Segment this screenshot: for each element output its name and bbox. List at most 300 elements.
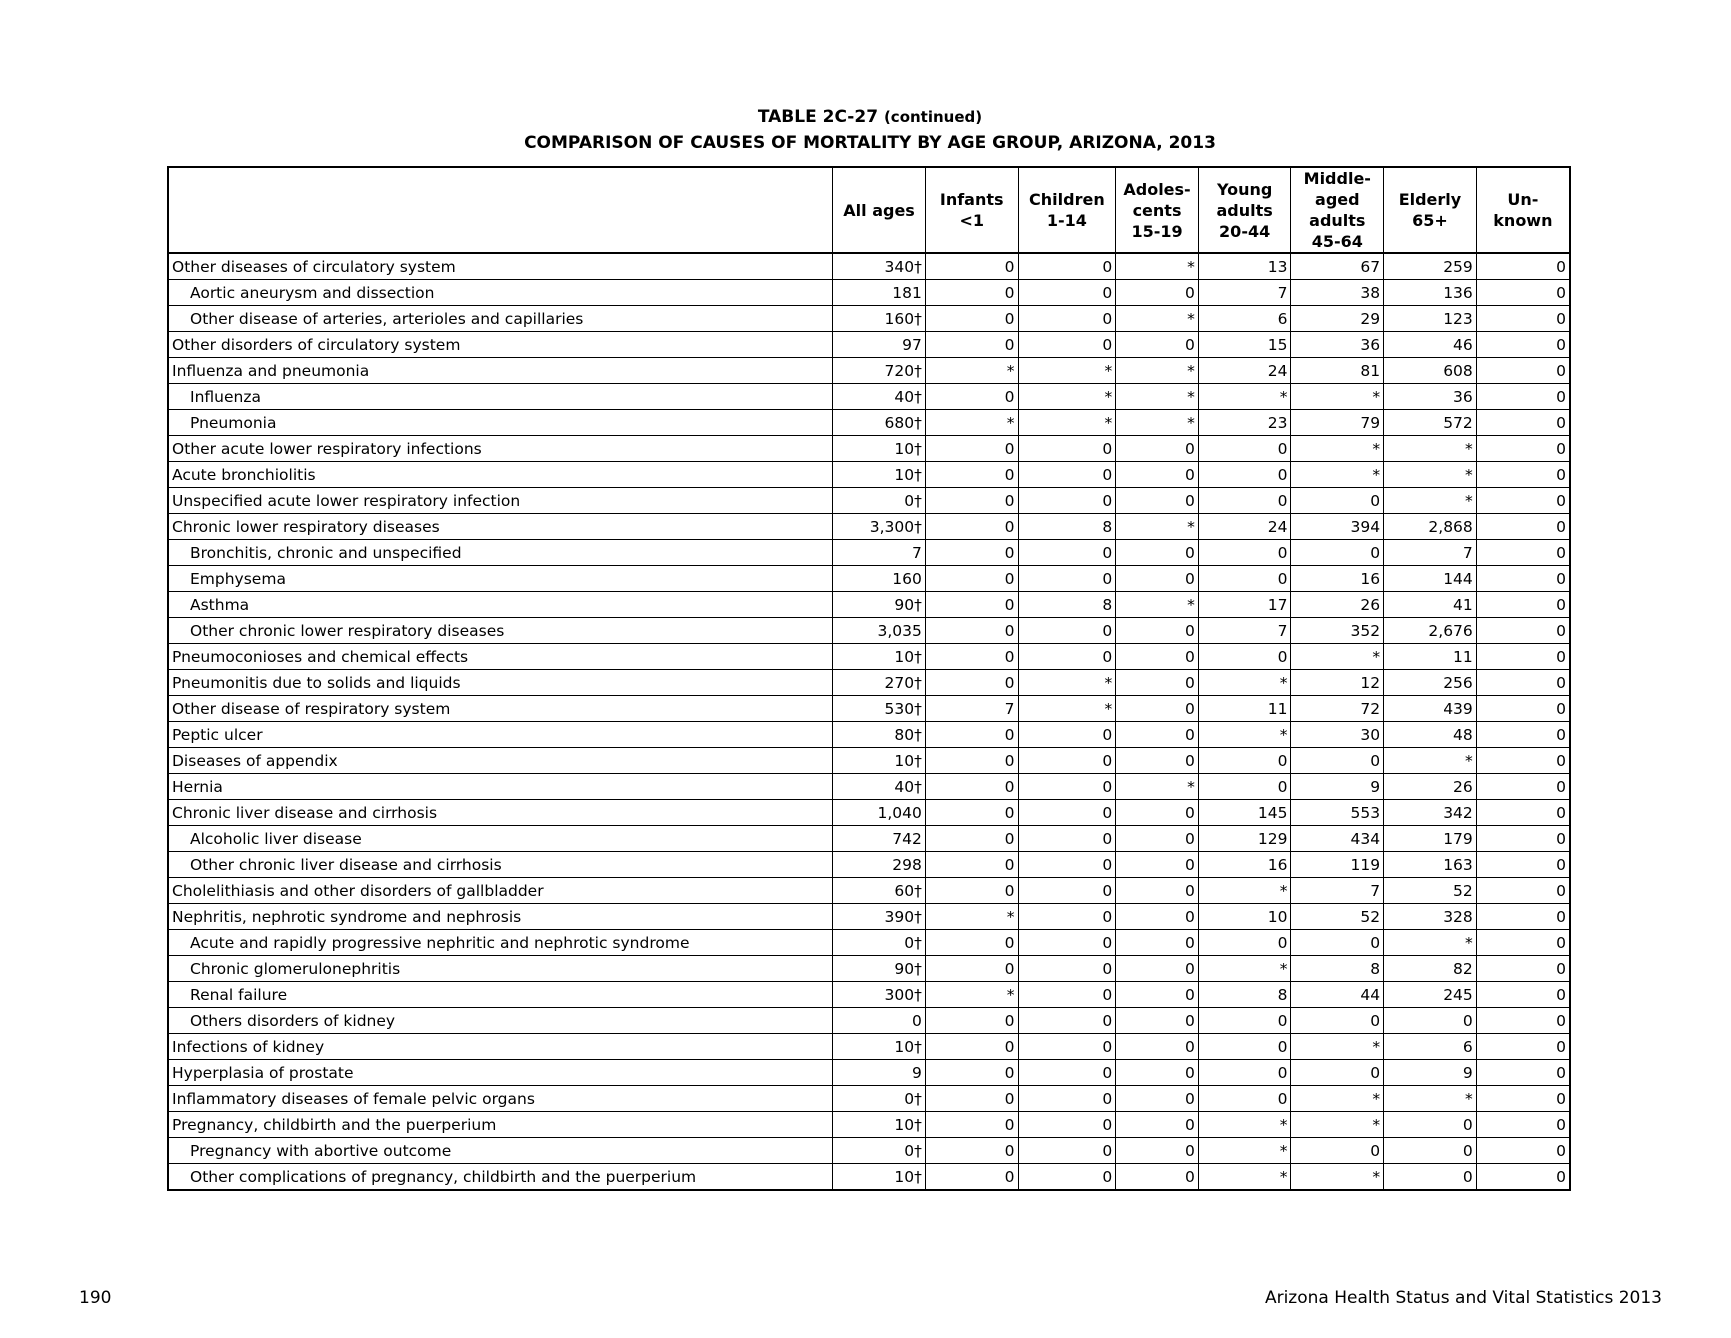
- value-cell: 0: [1476, 540, 1570, 566]
- value-cell: 10†: [833, 644, 926, 670]
- value-cell: 17: [1198, 592, 1291, 618]
- table-row: [168, 1086, 1570, 1112]
- cause-label: Other disease of respiratory system: [168, 696, 833, 722]
- value-cell: 10†: [833, 748, 926, 774]
- value-cell: 1,040: [833, 800, 926, 826]
- cause-label: Acute bronchiolitis: [168, 462, 833, 488]
- table-row: [168, 774, 1570, 800]
- value-cell: 720†: [833, 358, 926, 384]
- table-row: [168, 358, 1570, 384]
- header-cause-blank: [168, 167, 833, 253]
- table-row: [168, 592, 1570, 618]
- value-cell: 10†: [833, 462, 926, 488]
- value-cell: 80†: [833, 722, 926, 748]
- value-cell: 0: [1018, 332, 1116, 358]
- value-cell: 79: [1291, 410, 1384, 436]
- value-cell: 0: [925, 930, 1018, 956]
- value-cell: *: [1116, 253, 1199, 280]
- value-cell: 0: [1198, 774, 1291, 800]
- value-cell: 10†: [833, 1034, 926, 1060]
- value-cell: 0: [1018, 280, 1116, 306]
- value-cell: 0: [1476, 644, 1570, 670]
- value-cell: 0: [1116, 748, 1199, 774]
- value-cell: 0†: [833, 1138, 926, 1164]
- value-cell: 0: [1018, 1034, 1116, 1060]
- value-cell: 0: [925, 1164, 1018, 1191]
- cause-label: Bronchitis, chronic and unspecified: [168, 540, 833, 566]
- page-number: 190: [79, 1288, 112, 1308]
- value-cell: 0: [1291, 1008, 1384, 1034]
- value-cell: 0: [1116, 930, 1199, 956]
- value-cell: *: [1384, 930, 1477, 956]
- value-cell: *: [1384, 462, 1477, 488]
- value-cell: 72: [1291, 696, 1384, 722]
- value-cell: 0: [1476, 1112, 1570, 1138]
- value-cell: 0: [1018, 1112, 1116, 1138]
- cause-label: Pneumonitis due to solids and liquids: [168, 670, 833, 696]
- cause-label: Pneumonia: [168, 410, 833, 436]
- value-cell: 0: [925, 852, 1018, 878]
- value-cell: 0: [1476, 384, 1570, 410]
- cause-label: Other acute lower respiratory infections: [168, 436, 833, 462]
- table-row: [168, 696, 1570, 722]
- value-cell: *: [925, 904, 1018, 930]
- value-cell: 0: [1018, 540, 1116, 566]
- value-cell: 0: [1018, 800, 1116, 826]
- column-header-line: Elderly: [1398, 190, 1462, 209]
- table-row: [168, 384, 1570, 410]
- value-cell: 0: [1018, 644, 1116, 670]
- value-cell: 13: [1198, 253, 1291, 280]
- value-cell: 0: [1018, 956, 1116, 982]
- value-cell: 0: [1116, 1034, 1199, 1060]
- value-cell: 0: [1476, 852, 1570, 878]
- cause-label: Infections of kidney: [168, 1034, 833, 1060]
- value-cell: *: [1018, 358, 1116, 384]
- value-cell: 0: [1116, 852, 1199, 878]
- value-cell: 67: [1291, 253, 1384, 280]
- value-cell: *: [1384, 488, 1477, 514]
- cause-label: Other diseases of circulatory system: [168, 253, 833, 280]
- value-cell: 0: [1018, 618, 1116, 644]
- value-cell: 15: [1198, 332, 1291, 358]
- value-cell: 119: [1291, 852, 1384, 878]
- value-cell: 0: [1476, 410, 1570, 436]
- column-header: [1116, 167, 1199, 253]
- value-cell: 30: [1291, 722, 1384, 748]
- value-cell: 60†: [833, 878, 926, 904]
- cause-label: Other chronic liver disease and cirrhosis: [168, 852, 833, 878]
- value-cell: 0: [925, 956, 1018, 982]
- value-cell: *: [1018, 384, 1116, 410]
- cause-label: Peptic ulcer: [168, 722, 833, 748]
- value-cell: 0: [1018, 930, 1116, 956]
- value-cell: 52: [1384, 878, 1477, 904]
- value-cell: *: [1198, 1112, 1291, 1138]
- value-cell: 328: [1384, 904, 1477, 930]
- value-cell: 0: [1018, 774, 1116, 800]
- value-cell: 0: [1116, 696, 1199, 722]
- table-row: [168, 930, 1570, 956]
- cause-label: Aortic aneurysm and dissection: [168, 280, 833, 306]
- value-cell: *: [1291, 436, 1384, 462]
- cause-label: Asthma: [168, 592, 833, 618]
- value-cell: 48: [1384, 722, 1477, 748]
- value-cell: 0: [1018, 852, 1116, 878]
- value-cell: 8: [1291, 956, 1384, 982]
- value-cell: 0: [1291, 930, 1384, 956]
- value-cell: 0: [1291, 540, 1384, 566]
- value-cell: 530†: [833, 696, 926, 722]
- value-cell: *: [925, 410, 1018, 436]
- value-cell: *: [1018, 670, 1116, 696]
- cause-label: Nephritis, nephrotic syndrome and nephrosis: [168, 904, 833, 930]
- value-cell: 608: [1384, 358, 1477, 384]
- value-cell: 0: [925, 540, 1018, 566]
- value-cell: 0: [1476, 800, 1570, 826]
- value-cell: 144: [1384, 566, 1477, 592]
- table-body: [168, 253, 1570, 1190]
- value-cell: 0: [1018, 748, 1116, 774]
- table-row: [168, 982, 1570, 1008]
- value-cell: 8: [1018, 592, 1116, 618]
- table-row: [168, 514, 1570, 540]
- value-cell: 9: [1291, 774, 1384, 800]
- value-cell: 0: [1116, 1164, 1199, 1191]
- value-cell: 7: [925, 696, 1018, 722]
- value-cell: 0: [1198, 566, 1291, 592]
- value-cell: 46: [1384, 332, 1477, 358]
- cause-label: Cholelithiasis and other disorders of gallbladder: [168, 878, 833, 904]
- value-cell: 0: [925, 436, 1018, 462]
- value-cell: 0: [1018, 462, 1116, 488]
- value-cell: 0: [1018, 1138, 1116, 1164]
- value-cell: 0: [1476, 514, 1570, 540]
- table-row: [168, 852, 1570, 878]
- value-cell: 29: [1291, 306, 1384, 332]
- value-cell: 0: [1116, 1060, 1199, 1086]
- value-cell: 0: [925, 826, 1018, 852]
- value-cell: 0: [1116, 488, 1199, 514]
- table-row: [168, 306, 1570, 332]
- value-cell: 0: [925, 722, 1018, 748]
- value-cell: *: [1116, 774, 1199, 800]
- value-cell: 0: [925, 1034, 1018, 1060]
- value-cell: 0: [1116, 540, 1199, 566]
- value-cell: 0: [925, 332, 1018, 358]
- value-cell: 0: [1198, 1086, 1291, 1112]
- value-cell: 52: [1291, 904, 1384, 930]
- value-cell: 36: [1384, 384, 1477, 410]
- value-cell: 0†: [833, 930, 926, 956]
- value-cell: 0: [925, 748, 1018, 774]
- column-header-line: 45-64: [1311, 232, 1363, 251]
- value-cell: 81: [1291, 358, 1384, 384]
- value-cell: 123: [1384, 306, 1477, 332]
- cause-label: Emphysema: [168, 566, 833, 592]
- value-cell: 0: [1116, 436, 1199, 462]
- value-cell: 0: [1018, 306, 1116, 332]
- value-cell: 0: [1476, 722, 1570, 748]
- table-row: [168, 410, 1570, 436]
- value-cell: 0: [1116, 618, 1199, 644]
- value-cell: 0: [925, 1112, 1018, 1138]
- value-cell: 0†: [833, 488, 926, 514]
- value-cell: 129: [1198, 826, 1291, 852]
- value-cell: 0: [1476, 358, 1570, 384]
- table-row: [168, 1164, 1570, 1191]
- column-header: [925, 167, 1018, 253]
- value-cell: 0: [1116, 722, 1199, 748]
- value-cell: 6: [1198, 306, 1291, 332]
- table-row: [168, 618, 1570, 644]
- value-cell: 245: [1384, 982, 1477, 1008]
- value-cell: 0: [1384, 1164, 1477, 1191]
- table-row: [168, 878, 1570, 904]
- value-cell: 0: [1476, 878, 1570, 904]
- column-header: [1476, 167, 1570, 253]
- value-cell: 0: [1291, 1138, 1384, 1164]
- value-cell: 680†: [833, 410, 926, 436]
- value-cell: 10†: [833, 1164, 926, 1191]
- value-cell: 259: [1384, 253, 1477, 280]
- cause-label: Influenza: [168, 384, 833, 410]
- value-cell: 0: [1476, 904, 1570, 930]
- value-cell: 394: [1291, 514, 1384, 540]
- value-cell: *: [1116, 384, 1199, 410]
- value-cell: 163: [1384, 852, 1477, 878]
- value-cell: 0: [1384, 1112, 1477, 1138]
- column-header-line: adults: [1216, 200, 1273, 220]
- table-row: [168, 644, 1570, 670]
- cause-label: Alcoholic liver disease: [168, 826, 833, 852]
- table-row: [168, 566, 1570, 592]
- value-cell: 0: [1476, 774, 1570, 800]
- value-cell: 0: [1018, 436, 1116, 462]
- table-row: [168, 722, 1570, 748]
- value-cell: 0: [1476, 488, 1570, 514]
- value-cell: 0: [925, 384, 1018, 410]
- value-cell: 11: [1198, 696, 1291, 722]
- value-cell: 0: [1476, 982, 1570, 1008]
- value-cell: 553: [1291, 800, 1384, 826]
- value-cell: 26: [1291, 592, 1384, 618]
- table-row: [168, 1008, 1570, 1034]
- value-cell: *: [1198, 956, 1291, 982]
- value-cell: 0: [1018, 566, 1116, 592]
- value-cell: 0: [1476, 436, 1570, 462]
- value-cell: 0: [1116, 1086, 1199, 1112]
- cause-label: Pregnancy, childbirth and the puerperium: [168, 1112, 833, 1138]
- table-row: [168, 253, 1570, 280]
- value-cell: 0: [1198, 1060, 1291, 1086]
- value-cell: 90†: [833, 956, 926, 982]
- cause-label: Influenza and pneumonia: [168, 358, 833, 384]
- table-row: [168, 462, 1570, 488]
- value-cell: 0: [925, 644, 1018, 670]
- table-row: [168, 904, 1570, 930]
- value-cell: 0: [1198, 462, 1291, 488]
- value-cell: 270†: [833, 670, 926, 696]
- column-header-line: Infants: [939, 190, 1004, 209]
- value-cell: 0†: [833, 1086, 926, 1112]
- value-cell: 0: [1198, 1008, 1291, 1034]
- value-cell: 0: [1476, 956, 1570, 982]
- value-cell: 0: [1476, 1086, 1570, 1112]
- value-cell: *: [1198, 722, 1291, 748]
- cause-label: Other chronic lower respiratory diseases: [168, 618, 833, 644]
- value-cell: 0: [1116, 982, 1199, 1008]
- value-cell: 0: [1476, 826, 1570, 852]
- value-cell: 0: [1018, 982, 1116, 1008]
- value-cell: 38: [1291, 280, 1384, 306]
- value-cell: 0: [1476, 618, 1570, 644]
- cause-label: Renal failure: [168, 982, 833, 1008]
- continued-label: (continued): [883, 108, 983, 126]
- column-header-line: Young: [1216, 179, 1273, 199]
- value-cell: 0: [1116, 800, 1199, 826]
- cause-label: Pregnancy with abortive outcome: [168, 1138, 833, 1164]
- value-cell: 0: [1476, 1034, 1570, 1060]
- value-cell: 0: [1198, 488, 1291, 514]
- value-cell: *: [1198, 878, 1291, 904]
- value-cell: 0: [1476, 1138, 1570, 1164]
- value-cell: 0: [925, 618, 1018, 644]
- value-cell: 181: [833, 280, 926, 306]
- value-cell: 0: [925, 1138, 1018, 1164]
- column-header: [1384, 167, 1477, 253]
- value-cell: 0: [925, 592, 1018, 618]
- table-row: [168, 488, 1570, 514]
- value-cell: 0: [1116, 462, 1199, 488]
- value-cell: 97: [833, 332, 926, 358]
- value-cell: 256: [1384, 670, 1477, 696]
- value-cell: *: [1291, 1086, 1384, 1112]
- value-cell: 0: [925, 462, 1018, 488]
- value-cell: 23: [1198, 410, 1291, 436]
- value-cell: *: [1116, 410, 1199, 436]
- table-row: [168, 956, 1570, 982]
- column-header-line: Middle-: [1303, 169, 1371, 188]
- value-cell: 352: [1291, 618, 1384, 644]
- cause-label: Chronic lower respiratory diseases: [168, 514, 833, 540]
- value-cell: 2,676: [1384, 618, 1477, 644]
- value-cell: 0: [925, 1060, 1018, 1086]
- column-header-line: Adoles-: [1123, 179, 1191, 199]
- value-cell: 0: [1384, 1008, 1477, 1034]
- value-cell: 40†: [833, 384, 926, 410]
- value-cell: 8: [1018, 514, 1116, 540]
- value-cell: 0: [1116, 1112, 1199, 1138]
- value-cell: *: [1291, 462, 1384, 488]
- value-cell: 41: [1384, 592, 1477, 618]
- column-header-line: 15-19: [1131, 221, 1183, 241]
- value-cell: 0: [1116, 644, 1199, 670]
- value-cell: *: [1384, 436, 1477, 462]
- value-cell: 0: [1116, 280, 1199, 306]
- value-cell: 340†: [833, 253, 926, 280]
- value-cell: 179: [1384, 826, 1477, 852]
- value-cell: 0: [1116, 878, 1199, 904]
- table-row: [168, 670, 1570, 696]
- value-cell: 36: [1291, 332, 1384, 358]
- column-header-line: Children: [1029, 190, 1105, 209]
- value-cell: 9: [833, 1060, 926, 1086]
- value-cell: 0: [1018, 878, 1116, 904]
- value-cell: *: [925, 358, 1018, 384]
- value-cell: *: [1291, 1112, 1384, 1138]
- value-cell: *: [925, 982, 1018, 1008]
- value-cell: 16: [1291, 566, 1384, 592]
- value-cell: 0: [1476, 930, 1570, 956]
- value-cell: 0: [925, 800, 1018, 826]
- column-header: [1198, 167, 1291, 253]
- value-cell: 0: [925, 1086, 1018, 1112]
- value-cell: 342: [1384, 800, 1477, 826]
- value-cell: 12: [1291, 670, 1384, 696]
- cause-label: Hernia: [168, 774, 833, 800]
- value-cell: 82: [1384, 956, 1477, 982]
- value-cell: 0: [1116, 332, 1199, 358]
- table-row: [168, 1138, 1570, 1164]
- cause-label: Other disorders of circulatory system: [168, 332, 833, 358]
- value-cell: 0: [1018, 253, 1116, 280]
- column-header-line: aged: [1315, 190, 1360, 209]
- value-cell: 0: [1476, 253, 1570, 280]
- publication-footer: Arizona Health Status and Vital Statistics 2013: [1264, 1288, 1662, 1308]
- value-cell: 2,868: [1384, 514, 1477, 540]
- value-cell: 0: [1476, 462, 1570, 488]
- value-cell: 0: [925, 670, 1018, 696]
- column-header: [833, 167, 926, 253]
- table-title-block: [0, 104, 1731, 156]
- value-cell: 0: [1018, 1164, 1116, 1191]
- cause-label: Unspecified acute lower respiratory infection: [168, 488, 833, 514]
- value-cell: 7: [1384, 540, 1477, 566]
- value-cell: 0: [1476, 1008, 1570, 1034]
- value-cell: 0: [1198, 1034, 1291, 1060]
- value-cell: 0: [1116, 1138, 1199, 1164]
- value-cell: 434: [1291, 826, 1384, 852]
- value-cell: 0: [925, 488, 1018, 514]
- column-header-line: <1: [959, 211, 984, 230]
- value-cell: *: [1384, 748, 1477, 774]
- value-cell: 0: [925, 306, 1018, 332]
- value-cell: 0: [1018, 904, 1116, 930]
- value-cell: 40†: [833, 774, 926, 800]
- table-row: [168, 800, 1570, 826]
- value-cell: 0: [1116, 1008, 1199, 1034]
- value-cell: 0: [925, 774, 1018, 800]
- cause-label: Others disorders of kidney: [168, 1008, 833, 1034]
- value-cell: 8: [1198, 982, 1291, 1008]
- value-cell: 298: [833, 852, 926, 878]
- value-cell: 0: [1476, 696, 1570, 722]
- cause-label: Other disease of arteries, arterioles and capillaries: [168, 306, 833, 332]
- value-cell: 439: [1384, 696, 1477, 722]
- value-cell: 0: [1018, 1060, 1116, 1086]
- value-cell: 0: [1198, 748, 1291, 774]
- value-cell: 0: [1198, 930, 1291, 956]
- value-cell: 3,300†: [833, 514, 926, 540]
- column-header-line: All ages: [843, 200, 915, 220]
- value-cell: 0: [1291, 1060, 1384, 1086]
- value-cell: 0: [1476, 332, 1570, 358]
- value-cell: 10†: [833, 436, 926, 462]
- value-cell: 7: [833, 540, 926, 566]
- value-cell: 0: [1291, 748, 1384, 774]
- value-cell: *: [1198, 670, 1291, 696]
